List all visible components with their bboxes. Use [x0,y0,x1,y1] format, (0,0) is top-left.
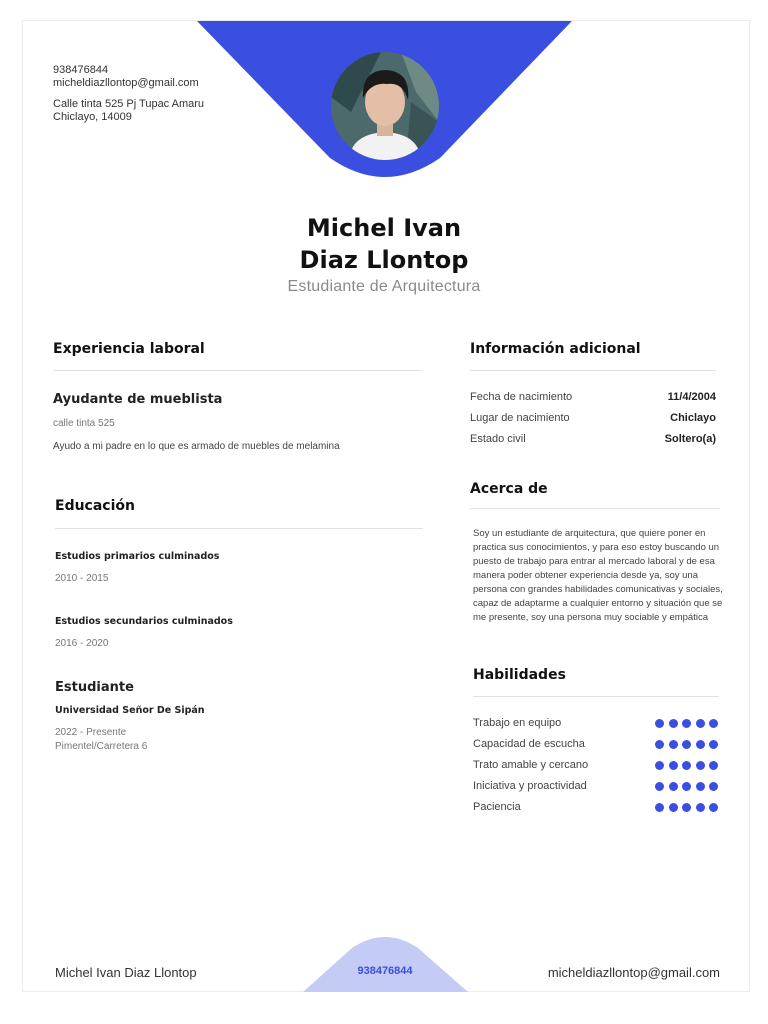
info-label: Estado civil [470,433,526,445]
skill-level-dot [682,803,691,812]
skill-row [473,801,718,813]
role-title: Estudiante de Arquitectura [287,278,481,295]
skill-label: Iniciativa y proactividad [473,780,587,792]
skill-row [473,738,718,750]
skill-level-dot [696,719,705,728]
skill-level-dot [696,782,705,791]
contact-address-line1: Calle tinta 525 Pj Tupac Amaru [53,98,205,110]
info-row [470,433,716,445]
name-last: Diaz Llontop [299,246,469,274]
skill-level-dot [655,803,664,812]
skill-level-dot [655,719,664,728]
skill-level-dot [655,761,664,770]
info-value: 11/4/2004 [667,391,716,403]
skill-label: Trato amable y cercano [473,759,589,771]
skill-label: Paciencia [473,801,521,813]
education-item-title: Estudios primarios culminados [55,551,220,562]
skill-level-dot [669,782,678,791]
skill-level-dot [709,782,718,791]
education-current-years: 2022 - Presente [55,727,127,738]
contact-info [53,64,204,124]
footer-phone: 938476844 [357,965,413,977]
skill-level-dot [655,782,664,791]
skill-level-dot [709,803,718,812]
skills-heading: Habilidades [473,667,566,683]
contact-address-line2: Chiclayo, 14009 [53,111,132,123]
skill-row [473,780,718,792]
skills-divider [473,696,719,697]
about-divider [470,508,720,509]
info-value: Soltero(a) [664,433,716,445]
education-item-years: 2010 - 2015 [55,573,109,584]
education-current-title: Estudiante [55,680,134,695]
skill-level-dots [655,761,718,770]
skill-level-dot [709,740,718,749]
footer-name: Michel Ivan Diaz Llontop [55,965,197,980]
skill-level-dot [655,740,664,749]
skill-level-dot [682,761,691,770]
profile-photo [331,52,439,160]
skill-level-dot [669,719,678,728]
education-item-title: Estudios secundarios culminados [55,616,233,627]
contact-phone: 938476844 [53,64,109,76]
skill-level-dots [655,740,718,749]
skill-level-dots [655,719,718,728]
education-heading: Educación [55,498,135,514]
education-item-years: 2016 - 2020 [55,638,109,649]
job-description: Ayudo a mi padre en lo que es armado de muebles de melamina [53,441,340,452]
skill-level-dot [669,761,678,770]
experience-divider [53,370,421,371]
info-label: Fecha de nacimiento [470,391,573,403]
about-text: Soy un estudiante de arquitectura, que quiere poner en practica sus conocimientos, y para eso estoy buscando un puesto de trabajo para entrar al mercado laboral y de esa manera poder obtener experiencia desde ya, soy una persona con grandes habilidades comunicativas y sociales, capaz de adaptarme a cualquier entorno y situación que se me presente, soy una persona muy sociable y empática [473,528,723,623]
additional-divider [470,370,716,371]
skill-row [473,759,718,771]
education-current-school: Universidad Señor De Sipán [55,705,205,716]
contact-email[interactable]: micheldiazllontop@gmail.com [53,77,199,89]
info-value: Chiclayo [670,412,716,424]
education-current-location: Pimentel/Carretera 6 [55,741,148,752]
about-heading: Acerca de [470,481,548,497]
skill-level-dot [669,803,678,812]
footer-accent-shape [0,930,768,994]
name-first: Michel Ivan [306,214,462,242]
name-block [0,212,768,296]
info-row [470,412,716,424]
education-divider [55,528,423,529]
skill-level-dot [682,782,691,791]
skill-level-dot [709,761,718,770]
job-title: Ayudante de mueblista [53,392,223,407]
skill-label: Capacidad de escucha [473,738,585,750]
skill-level-dot [696,761,705,770]
skill-level-dots [655,803,718,812]
info-label: Lugar de nacimiento [470,412,570,424]
skill-row [473,717,718,729]
footer-email[interactable]: micheldiazllontop@gmail.com [547,965,720,980]
skill-label: Trabajo en equipo [473,717,562,729]
skill-level-dot [696,803,705,812]
skill-level-dot [709,719,718,728]
additional-heading: Información adicional [470,341,641,357]
job-location: calle tinta 525 [53,418,115,429]
skill-level-dot [682,740,691,749]
skill-level-dots [655,782,718,791]
info-row [470,391,716,403]
skill-level-dot [682,719,691,728]
skill-level-dot [669,740,678,749]
experience-heading: Experiencia laboral [53,341,205,357]
skill-level-dot [696,740,705,749]
